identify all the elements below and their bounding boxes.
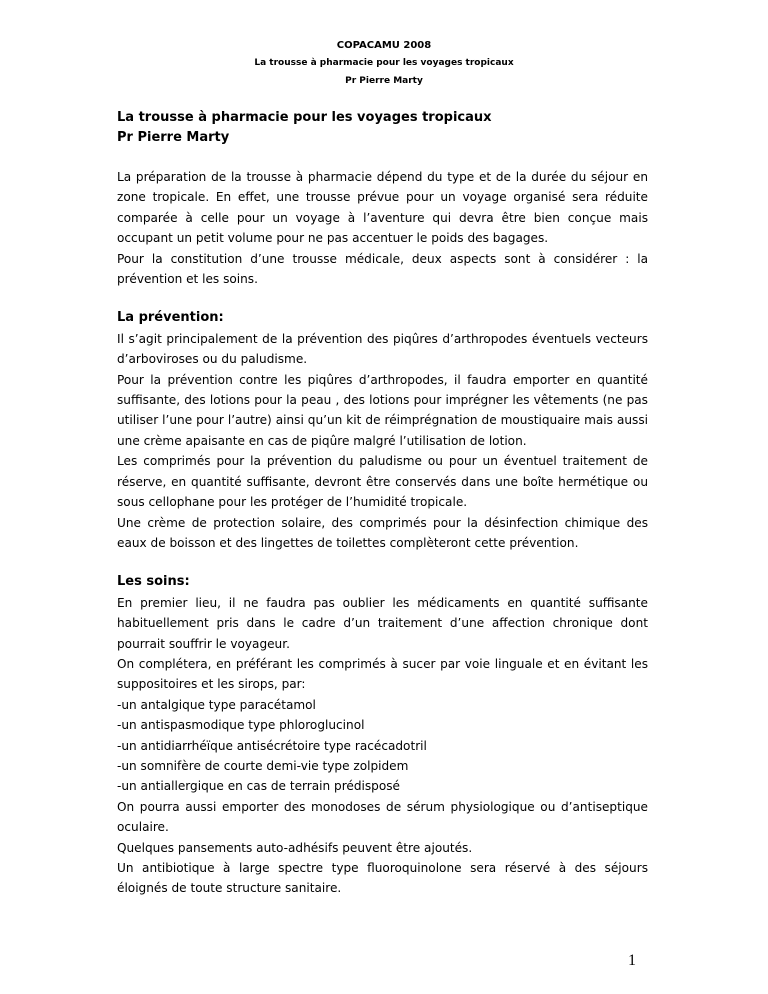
soins-closing-paragraph: Un antibiotique à large spectre type fluoroquinolone sera réservé à des séjours éloignés de toute structure sanitaire. xyxy=(117,861,648,896)
document-title: La trousse à pharmacie pour les voyages tropicaux xyxy=(117,110,492,125)
intro-paragraph: La préparation de la trousse à pharmacie dépend du type et de la durée du séjour en zone tropicale. En effet, une trousse prévue pour un voyage organisé sera réduite comparée à celle pour un voyage à l’aventure qui devra être bien conçue mais occupant un petit volume pour ne pas accentuer le poids des bagages. xyxy=(117,170,648,246)
header-author: Pr Pierre Marty xyxy=(345,76,423,86)
soins-paragraph: On complétera, en préférant les comprimés à sucer par voie linguale et en évitant les suppositoires et les sirops, par: xyxy=(117,656,648,692)
spacer xyxy=(117,148,648,167)
intro-paragraph: Pour la constitution d’une trousse médicale, deux aspects sont à considérer : la prévention et les soins. xyxy=(117,251,648,287)
prevention-paragraph: Les comprimés pour la prévention du paludisme ou pour un éventuel traitement de réserve, en quantité suffisante, devront être conservés dans une boîte hermétique ou sous cellophane pour les protéger de l’humidité tropicale. xyxy=(117,454,648,510)
spacer xyxy=(117,289,648,308)
list-item: -un antalgique type paracétamol xyxy=(117,697,316,712)
list-item: -un somnifère de courte demi-vie type zolpidem xyxy=(117,758,409,773)
list-item: -un antiallergique en cas de terrain prédisposé xyxy=(117,779,400,794)
soins-paragraph: En premier lieu, il ne faudra pas oublier les médicaments en quantité suffisante habituellement pris dans le cadre d’un traitement d’une affection chronique dont pourrait souffrir le voyageur. xyxy=(117,595,648,651)
soins-closing-paragraph: On pourra aussi emporter des monodoses de sérum physiologique ou d’antiseptique oculaire. xyxy=(117,799,648,835)
spacer xyxy=(117,553,648,572)
page-number: 1 xyxy=(628,952,636,969)
list-item: -un antispasmodique type phloroglucinol xyxy=(117,718,365,733)
header-title: La trousse à pharmacie pour les voyages tropicaux xyxy=(254,58,514,68)
document-author: Pr Pierre Marty xyxy=(117,130,230,145)
prevention-paragraph: Il s’agit principalement de la prévention des piqûres d’arthropodes éventuels vecteurs d’arboviroses ou du paludisme. xyxy=(117,331,648,367)
soins-closing-paragraph: Quelques pansements auto-adhésifs peuvent être ajoutés. xyxy=(117,840,473,855)
list-item: -un antidiarrhéïque antisécrétoire type racécadotril xyxy=(117,738,427,753)
section-heading-prevention: La prévention: xyxy=(117,310,224,326)
prevention-paragraph: Pour la prévention contre les piqûres d’arthropodes, il faudra emporter en quantité suffisante, des lotions pour la peau , des lotions pour imprégner les vêtements (ne pas utiliser l’une pour l’autre) ainsi qu’un kit de réimprégnation de moustiquaire mais aussi une crème apaisante en cas de piqûre malgré l’utilisation de lotion. xyxy=(117,372,648,448)
header-conference: COPACAMU 2008 xyxy=(336,40,432,51)
prevention-paragraph: Une crème de protection solaire, des comprimés pour la désinfection chimique des eaux de boisson et des lingettes de toilettes complèteront cette prévention. xyxy=(117,515,648,550)
section-heading-soins: Les soins: xyxy=(117,574,190,590)
document-body xyxy=(117,108,648,899)
